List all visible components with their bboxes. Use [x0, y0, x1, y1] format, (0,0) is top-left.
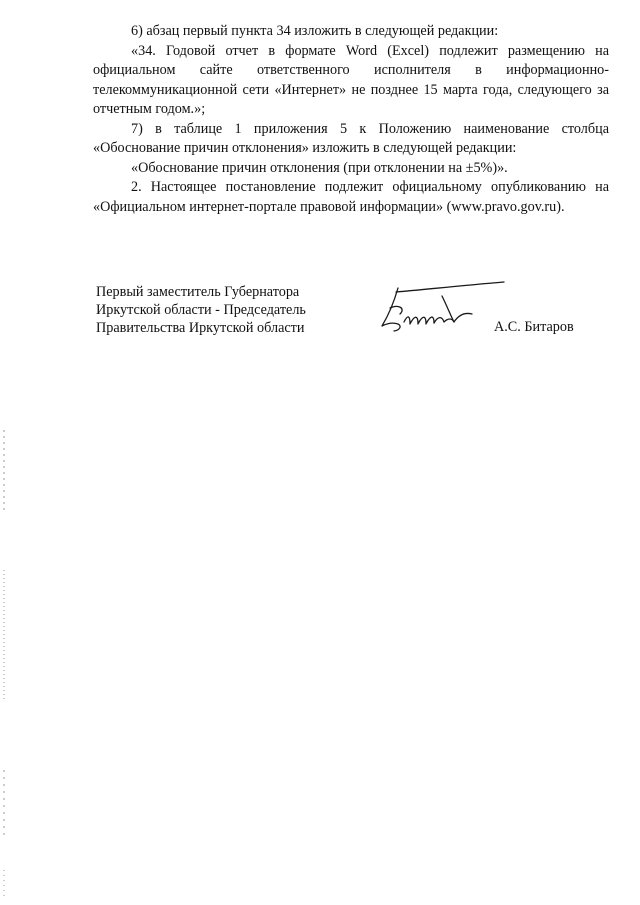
paragraph-new-column-name: «Обоснование причин отклонения (при отклонении на ±5%)». [131, 159, 508, 176]
paragraph-publication: 2. Настоящее постановление подлежит официальному опубликованию на «Официальном интернет-портале правовой информации» (www.pravo.gov.ru). [93, 179, 609, 215]
signer-position-line-2: Иркутской области - Председатель [96, 302, 306, 318]
paragraph-item-34-text: «34. Годовой отчет в формате Word (Excel) подлежит размещению на официальном сайте ответственного исполнителя в информационно-телекоммуникационной сети «Интернет» не позднее 15 марта года, следующего за отчетным годом.»; [93, 42, 609, 117]
signer-position-line-3: Правительства Иркутской области [96, 320, 305, 336]
paragraph-item-6: 6) абзац первый пункта 34 изложить в следующей редакции: [131, 23, 499, 39]
signer-name: А.С. Битаров [494, 319, 574, 335]
signer-position [96, 283, 306, 337]
handwritten-signature-icon [376, 278, 508, 334]
document-body [93, 22, 609, 217]
margin-scan-marks [2, 430, 6, 900]
paragraph-item-7: 7) в таблице 1 приложения 5 к Положению наименование столбца «Обоснование причин отклонения» изложить в следующей редакции: [93, 120, 609, 156]
signer-position-line-1: Первый заместитель Губернатора [96, 284, 300, 300]
